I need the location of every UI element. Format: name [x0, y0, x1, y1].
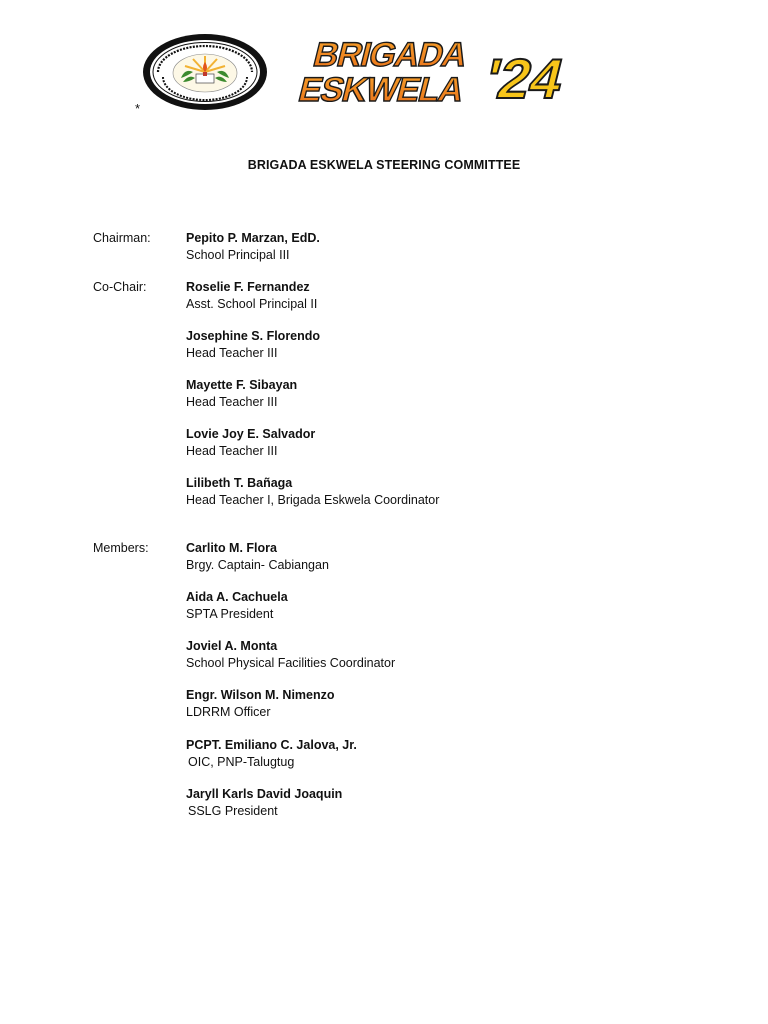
committee-entry	[186, 328, 320, 361]
person-name: Lovie Joy E. Salvador	[186, 427, 316, 441]
committee-entry	[186, 540, 329, 573]
person-name: Engr. Wilson M. Nimenzo	[186, 688, 335, 702]
person-position: School Principal III	[186, 247, 290, 262]
school-seal-icon	[141, 32, 269, 112]
committee-entry	[186, 426, 315, 459]
asterisk-mark: *	[135, 101, 141, 116]
person-position: Head Teacher III	[186, 394, 278, 409]
person-name: Pepito P. Marzan, EdD.	[186, 231, 320, 245]
person-name: Jaryll Karls David Joaquin	[186, 787, 343, 801]
person-position: SPTA President	[186, 606, 274, 621]
committee-entry	[186, 377, 297, 410]
document-title: BRIGADA ESKWELA STEERING COMMITTEE	[247, 158, 521, 172]
person-position: Head Teacher III	[186, 443, 278, 458]
person-name: Mayette F. Sibayan	[186, 378, 298, 392]
logo-line-brigada: BRIGADA	[309, 36, 471, 74]
committee-entry	[186, 589, 288, 622]
person-position: Head Teacher III	[186, 345, 278, 360]
role-label-chairman: Chairman:	[93, 231, 151, 245]
person-position: LDRRM Officer	[186, 704, 271, 719]
logo-line-eskwela: ESKWELA	[294, 71, 468, 109]
person-position: SSLG President	[188, 803, 278, 818]
person-name: Lilibeth T. Bañaga	[186, 476, 293, 490]
committee-entry	[186, 230, 320, 263]
person-position: OIC, PNP-Talugtug	[188, 754, 295, 769]
person-name: PCPT. Emiliano C. Jalova, Jr.	[186, 738, 357, 752]
brigada-eskwela-logo	[286, 32, 606, 112]
person-position: School Physical Facilities Coordinator	[186, 655, 396, 670]
person-name: Josephine S. Florendo	[186, 329, 321, 343]
committee-entry	[186, 475, 439, 508]
person-position: Brgy. Captain- Cabiangan	[186, 557, 329, 572]
person-name: Roselie F. Fernandez	[186, 280, 310, 294]
person-name: Carlito M. Flora	[186, 541, 277, 555]
committee-entry	[186, 687, 335, 720]
person-position: Asst. School Principal II	[186, 296, 318, 311]
role-label-members: Members:	[93, 541, 149, 555]
committee-entry	[186, 638, 395, 671]
committee-entry	[186, 786, 342, 819]
logo-year: '24	[478, 48, 570, 111]
person-position: Head Teacher I, Brigada Eskwela Coordinator	[186, 492, 440, 507]
committee-entry	[186, 279, 317, 312]
committee-entry	[186, 737, 357, 770]
role-label-co-chair: Co-Chair:	[93, 280, 147, 294]
person-name: Aida A. Cachuela	[186, 590, 288, 604]
person-name: Joviel A. Monta	[186, 639, 278, 653]
